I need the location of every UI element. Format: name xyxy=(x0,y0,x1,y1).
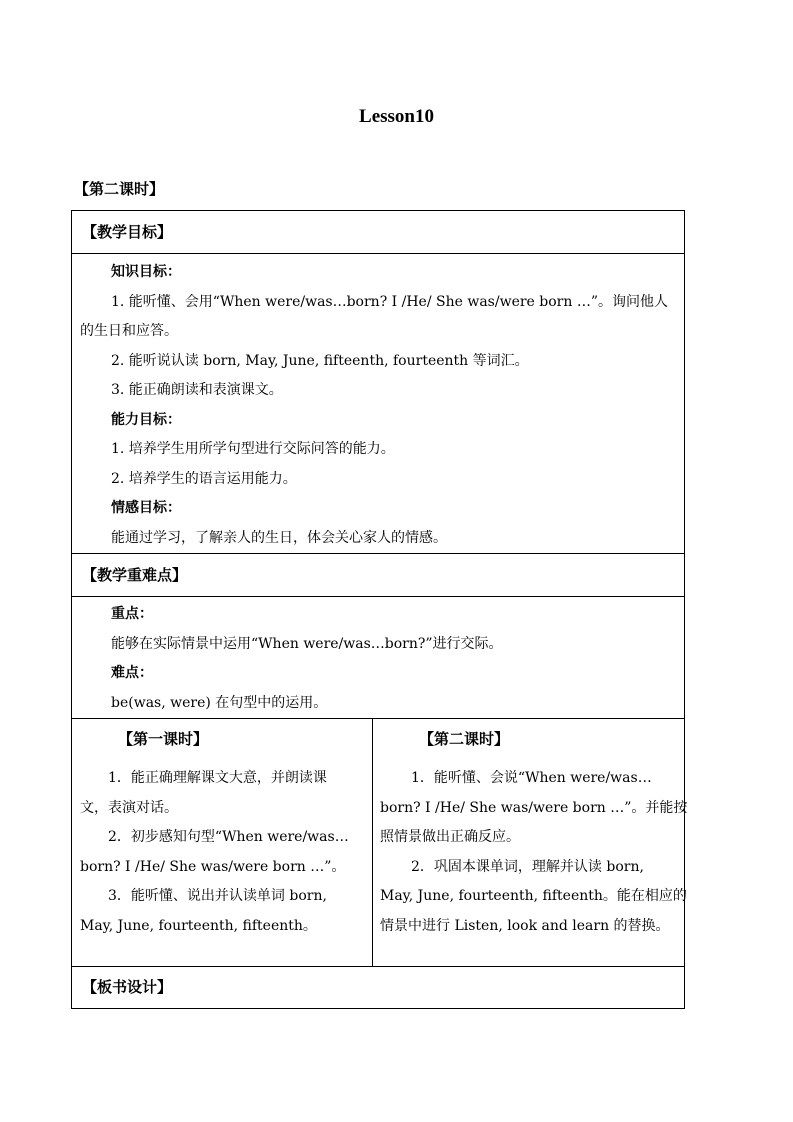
second-lesson-header: 【第二课时】 xyxy=(419,730,510,748)
page-title: Lesson10 xyxy=(359,106,434,127)
emotion-text: 能通过学习，了解亲人的生日，体会关心家人的情感。 xyxy=(111,529,447,546)
difficulty-text: be(was, were) 在句型中的运用。 xyxy=(111,694,328,711)
board-header: 【板书设计】 xyxy=(82,978,173,996)
key-points-body xyxy=(72,597,684,718)
lesson-plan-table xyxy=(71,210,688,1009)
second-lesson-line-1: 1．能听懂、会说“When were/was… xyxy=(411,770,652,786)
second-lesson-line-4: 2．巩固本课单词，理解并认读 born, xyxy=(411,858,644,875)
ability-item-2: 2. 培养学生的语言运用能力。 xyxy=(111,470,297,487)
first-lesson-header: 【第一课时】 xyxy=(118,730,209,748)
first-lesson-line-4: born? I /He/ She was/were born …”。 xyxy=(80,858,346,875)
first-lesson-line-3: 2．初步感知句型“When were/was… xyxy=(108,829,349,845)
second-lesson-line-3: 照情景做出正确反应。 xyxy=(380,829,520,845)
second-lesson-line-6: 情景中进行 Listen, look and learn 的替换。 xyxy=(380,917,670,934)
key-points-header-cell xyxy=(72,554,685,597)
key-points-header: 【教学重难点】 xyxy=(82,566,188,584)
focus-text: 能够在实际情景中运用“When were/was…born?”进行交际。 xyxy=(111,635,503,652)
key-points-body-cell xyxy=(72,597,685,719)
first-lesson-line-6: May, June, fourteenth, fifteenth。 xyxy=(80,917,317,934)
objectives-body xyxy=(72,254,684,553)
second-lesson-cell xyxy=(373,719,688,967)
knowledge-item-2: 2. 能听说认读 born, May, June, fifteenth, fourteenth 等词汇。 xyxy=(111,352,529,369)
board-header-cell xyxy=(72,967,685,1009)
first-lesson-cell xyxy=(72,719,373,967)
knowledge-title: 知识目标： xyxy=(111,264,181,280)
focus-title: 重点： xyxy=(111,606,153,622)
objectives-body-cell xyxy=(72,254,685,554)
difficulty-title: 难点： xyxy=(111,665,153,681)
second-lesson-line-2: born? I /He/ She was/were born …”。并能按 xyxy=(380,799,688,816)
first-lesson-line-5: 3．能听懂、说出并认读单词 born, xyxy=(108,888,327,904)
second-lesson-body xyxy=(373,749,688,941)
emotion-title: 情感目标： xyxy=(111,500,181,516)
objectives-header: 【教学目标】 xyxy=(82,223,173,241)
knowledge-item-1b: 的生日和应答。 xyxy=(80,323,178,339)
first-lesson-line-1: 1．能正确理解课文大意，并朗读课 xyxy=(108,770,327,786)
first-lesson-body xyxy=(72,749,372,941)
session-label: 【第二课时】 xyxy=(74,180,165,198)
second-lesson-line-5: May, June, fourteenth, fifteenth。能在相应的 xyxy=(380,888,687,904)
knowledge-item-1a: 1. 能听懂、会用“When were/was…born? I /He/ She was/were born …”。询问他人 xyxy=(111,293,668,310)
ability-title: 能力目标： xyxy=(111,411,181,428)
objectives-header-cell xyxy=(72,211,685,254)
first-lesson-line-2: 文，表演对话。 xyxy=(80,799,178,816)
knowledge-item-3: 3. 能正确朗读和表演课文。 xyxy=(111,382,283,398)
ability-item-1: 1. 培养学生用所学句型进行交际问答的能力。 xyxy=(111,441,395,457)
